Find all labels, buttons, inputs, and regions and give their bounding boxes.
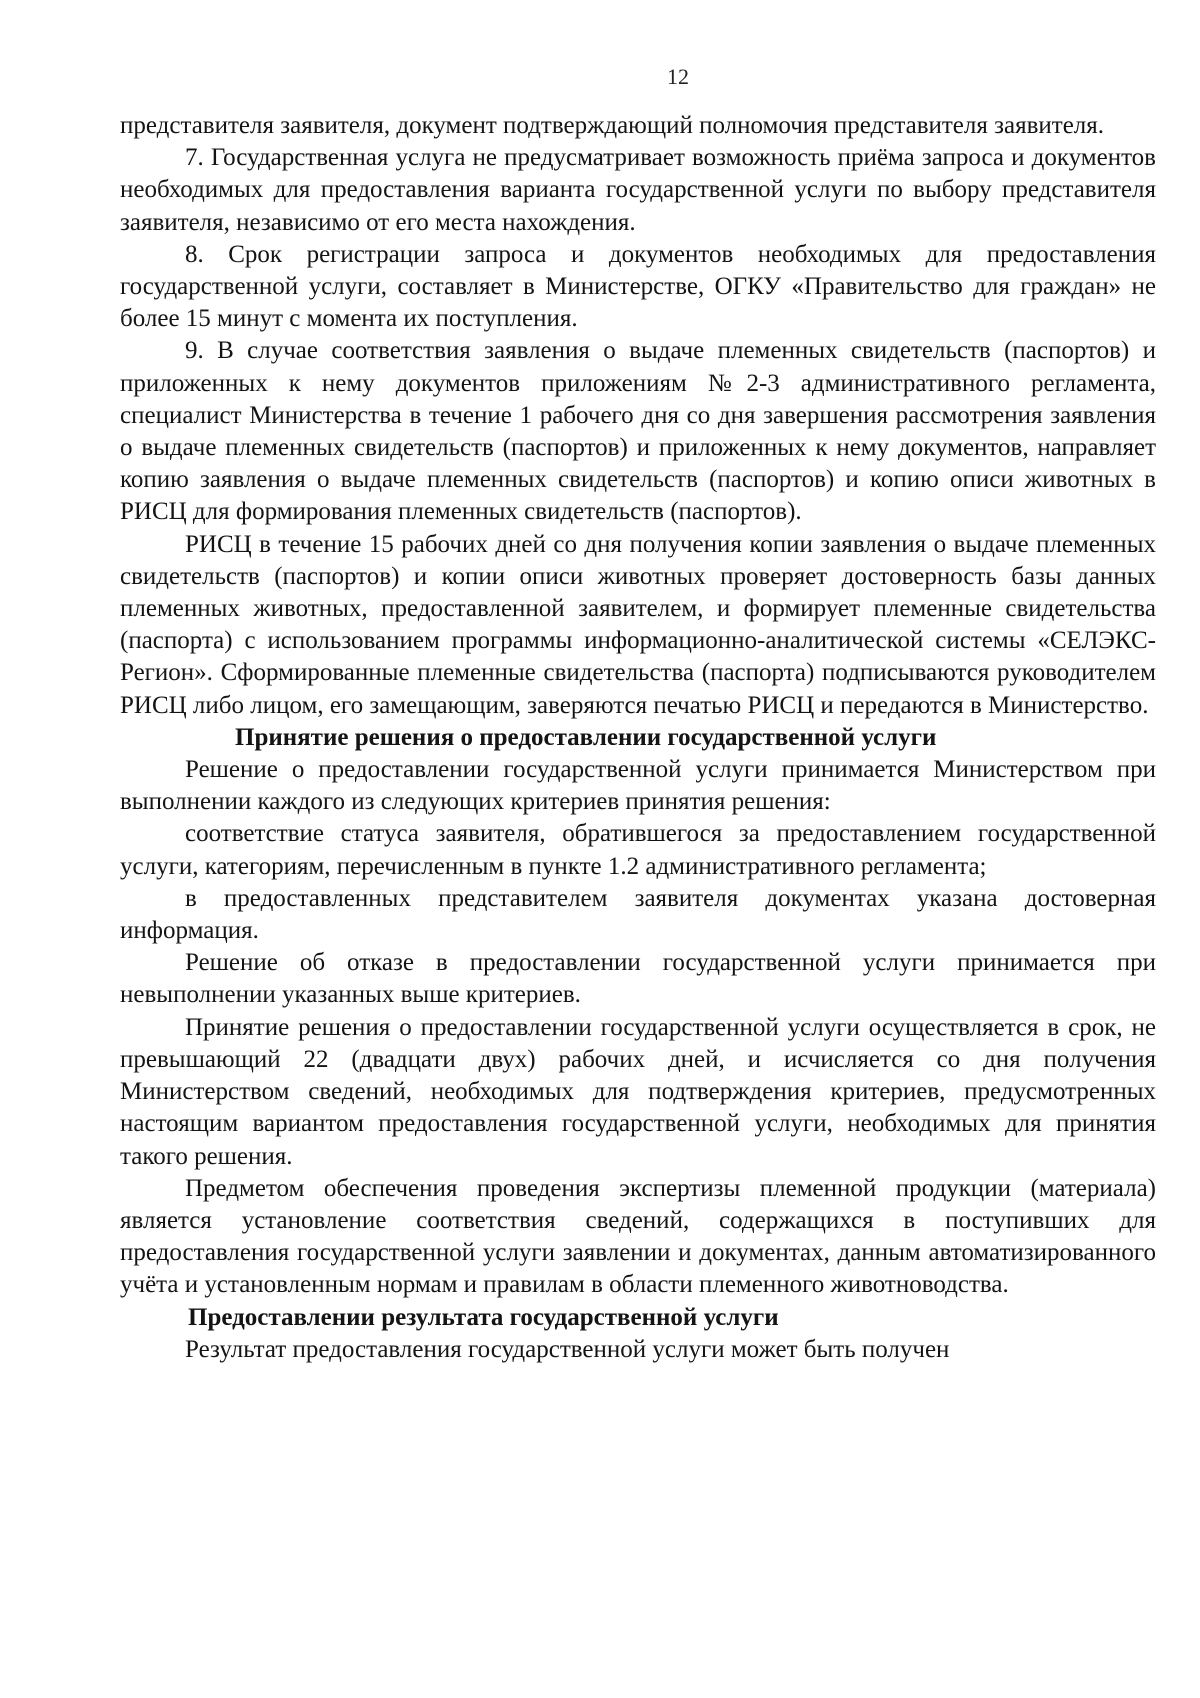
paragraph-decision: Решение о предоставлении государственной услуги принимается Министерством при выполнении каждого из следующих критериев принятия решения: (120, 756, 1156, 816)
section-heading-decision: Принятие решения о предоставлении государственной услуги (235, 723, 937, 751)
paragraph-criterion-2: в предоставленных представителем заявителя документах указана достоверная информация. (120, 884, 1156, 945)
paragraph-8: 8. Срок регистрации запроса и документов необходимых для предоставления государственной услуги, составляет в Министерстве, ОГКУ «Правительство для граждан» не более 15 минут с момента их поступления. (120, 240, 1156, 333)
page-number: 12 (667, 64, 689, 89)
paragraph-continuation: представителя заявителя, документ подтверждающий полномочия представителя заявителя. (120, 112, 1105, 139)
paragraph-refusal: Решение об отказе в предоставлении государственной услуги принимается при невыполнении указанных выше критериев. (120, 949, 1156, 1009)
paragraph-result: Результат предоставления государственной услуги может быть получен (185, 1335, 950, 1363)
paragraph-criterion-1: соответствие статуса заявителя, обратившегося за предоставлением государственной услуги, категориям, перечисленным в пункте 1.2 административного регламента; (120, 820, 1156, 880)
paragraph-decision-term: Принятие решения о предоставлении государственной услуги осуществляется в срок, не превышающий 22 (двадцати двух) рабочих дней, и исчисляется со дня получения Министерством сведений, необходимых для подтверждения критериев, предусмотренных настоящим вариантом предоставления государственной услуги, необходимых для принятия такого решения. (120, 1013, 1156, 1170)
paragraph-risc: РИСЦ в течение 15 рабочих дней со дня получения копии заявления о выдаче племенных свидетельств (паспортов) и копии описи животных проверяет достоверность базы данных племенных животных, предоставленной заявителем, и формирует племенные свидетельства (паспорта) с использованием программы информационно-аналитической системы «СЕЛЭКС-Регион». Сформированные племенные свидетельства (паспорта) подписываются руководителем РИСЦ либо лицом, его замещающим, заверяются печатью РИСЦ и передаются в Министерство. (120, 530, 1156, 719)
paragraph-7: 7. Государственная услуга не предусматривает возможность приёма запроса и документов необходимых для предоставления варианта государственной услуги по выбору представителя заявителя, независимо от его места нахождения. (120, 144, 1156, 236)
document-page (120, 60, 1156, 1366)
section-heading-result: Предоставлении результата государственной услуги (188, 1303, 779, 1331)
paragraph-expertise: Предметом обеспечения проведения экспертизы племенной продукции (материала) является установление соответствия сведений, содержащихся в поступивших для предоставления государственной услуги заявлении и документах, данным автоматизированного учёта и установленным нормам и правилам в области племенного животноводства. (120, 1174, 1156, 1299)
paragraph-9: 9. В случае соответствия заявления о выдаче племенных свидетельств (паспортов) и приложенных к нему документов приложениям №2-3 административного регламента, специалист Министерства в течение 1 рабочего дня со дня завершения рассмотрения заявления о выдаче племенных свидетельств (паспортов) и приложенных к нему документов, направляет копию заявления о выдаче племенных свидетельств (паспортов) и копию описи животных в РИСЦ для формирования племенных свидетельств (паспортов). (120, 337, 1156, 526)
